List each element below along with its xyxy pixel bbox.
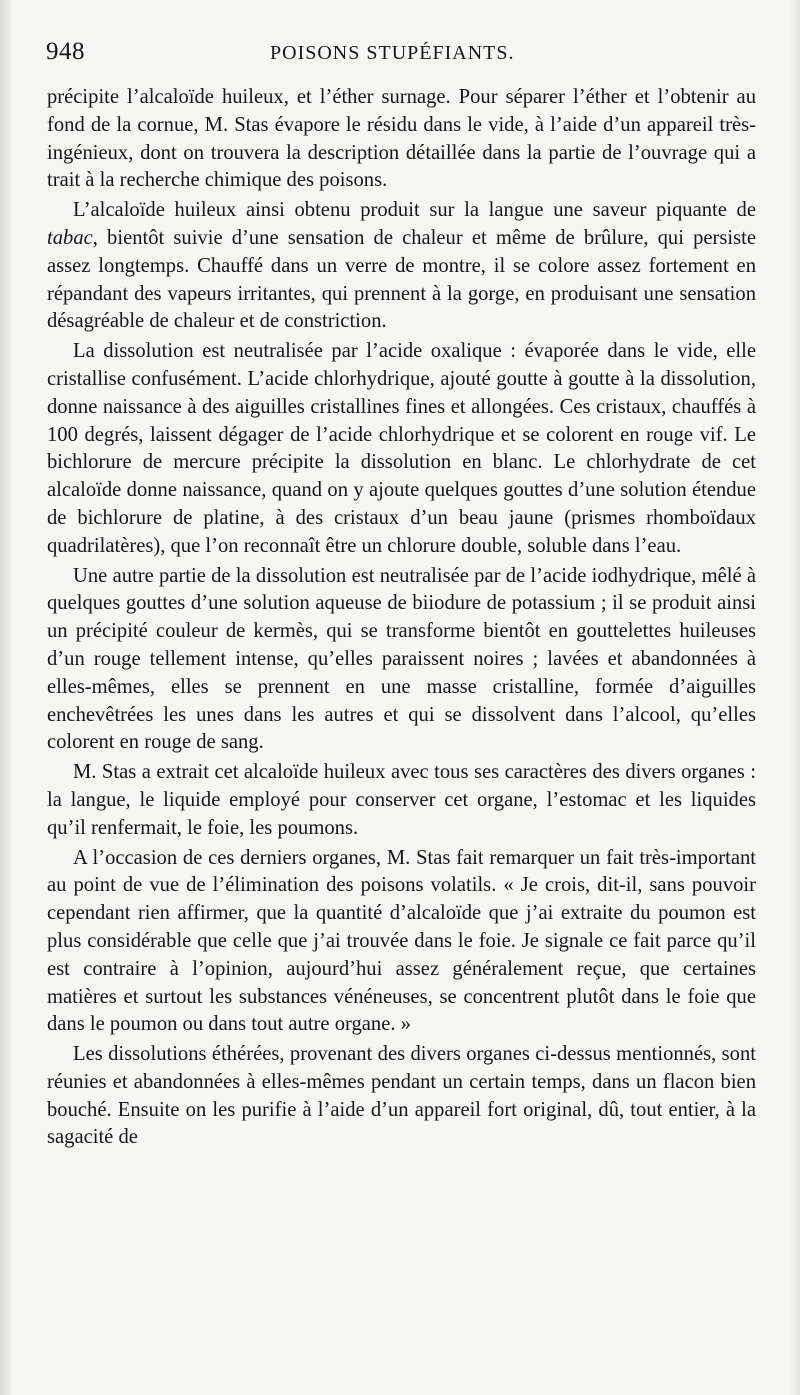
paragraph-1: précipite l’alcaloïde huileux, et l’éther surnage. Pour séparer l’éther et l’obtenir au fond de la cornue, M. Stas évapore le résidu dans le vide, à l’aide d’un appareil très-ingénieux, dont on trouvera la description détaillée dans la partie de l’ouvrage qui a trait à la recherche chimique des poisons. (47, 86, 756, 192)
page-number: 948 (46, 38, 85, 65)
paragraph-5: M. Stas a extrait cet alcaloïde huileux avec tous ses caractères des divers organes : la langue, le liquide employé pour conserver cet organe, l’estomac et les liquides qu’il renfermait, le foie, les poumons. (47, 761, 756, 839)
paragraph-7: Les dissolutions éthérées, provenant des divers organes ci-dessus mentionnés, sont réunies et abandonnées à elles-mêmes pendant un certain temps, dans un flacon bien bouché. Ensuite on les purifie à l’aide d’un appareil fort original, dû, tout entier, à la sagacité de (47, 1043, 756, 1149)
paragraph-2-part-a: L’alcaloïde huileux ainsi obtenu produit sur la langue une saveur piquante de (73, 199, 756, 222)
paragraph-2 (47, 197, 756, 336)
paragraph-2-part-b: , bientôt suivie d’une sensation de chaleur et même de brûlure, qui persiste assez longtemps. Chauffé dans un verre de montre, il se colore assez fortement en répandant des vapeurs irritantes, qui prennent à la gorge, en produisant une sensation désagréable de chaleur et de constriction. (47, 226, 756, 333)
paragraph-6: A l’occasion de ces derniers organes, M. Stas fait remarquer un fait très-important au point de vue de l’élimination des poisons volatils. « Je crois, dit-il, sans pouvoir cependant rien affirmer, que la quantité d’alcaloïde que j’ai extraite du poumon est plus considérable que celle que j’ai trouvée dans le foie. Je signale ce fait parce qu’il est contraire à l’opinion, aujourd’hui assez généralement reçue, que certaines matières et surtout les substances vénéneuses, se concentrent plutôt dans le foie que dans le poumon ou dans tout autre organe. » (47, 846, 756, 1036)
running-title: POISONS STUPÉFIANTS. (270, 42, 515, 64)
paragraph-3: La dissolution est neutralisée par l’acide oxalique : évaporée dans le vide, elle cristallise confusément. L’acide chlorhydrique, ajouté goutte à goutte à la dissolution, donne naissance à des aiguilles cristallines fines et allongées. Ces cristaux, chauffés à 100 degrés, laissent dégager de l’acide chlorhydrique et se colorent en rouge vif. Le bichlorure de mercure précipite la dissolution en blanc. Le chlorhydrate de cet alcaloïde donne naissance, quand on y ajoute quelques gouttes d’une solution étendue de bichlorure de platine, à des cristaux d’un beau jaune (prismes rhomboïdaux quadrilatères), que l’on reconnaît être un chlorure double, soluble dans l’eau. (47, 340, 756, 557)
paragraph-4: Une autre partie de la dissolution est neutralisée par de l’acide iodhydrique, mêlé à quelques gouttes d’une solution aqueuse de biiodure de potassium ; il se produit ainsi un précipité couleur de kermès, qui se transforme bientôt en gouttelettes huileuses d’un rouge tellement intense, qu’elles paraissent noires ; lavées et abandonnées à elles-mêmes, elles se prennent en une masse cristalline, formée d’aiguilles enchevêtrées les unes dans les autres et qui se dissolvent dans l’alcool, qu’elles colorent en rouge de sang. (47, 564, 756, 754)
paragraph-2-emphasis: tabac (47, 226, 93, 249)
body-text (47, 84, 756, 1152)
page-header (46, 38, 756, 72)
